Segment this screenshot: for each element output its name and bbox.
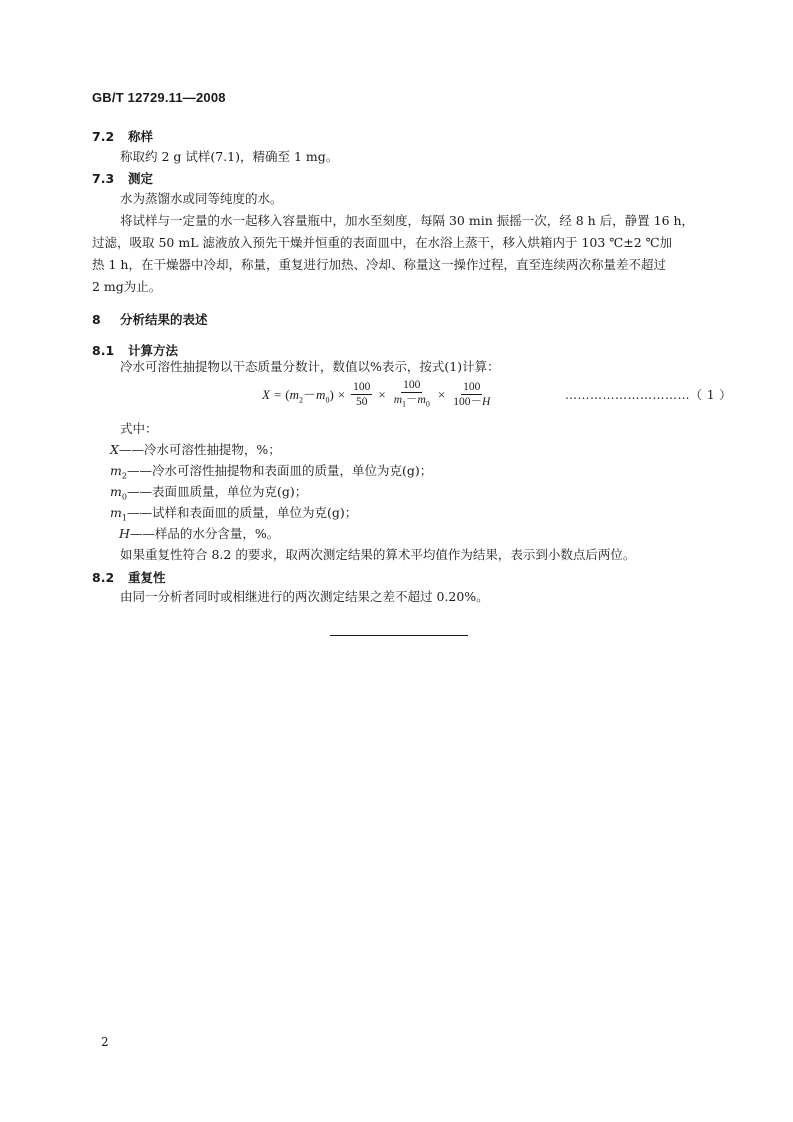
section-7-3-paragraph-2-line-3: 热 1 h，在干燥器中冷却，称量，重复进行加热、冷却、称量这一操作过程，直至连续两次称量差不超过 <box>92 257 666 272</box>
definition-text: ——表面皿质量，单位为克(g)； <box>126 484 308 499</box>
page-number: 2 <box>101 1035 109 1049</box>
section-8-2-heading <box>92 568 166 586</box>
section-title: 称样 <box>128 129 154 144</box>
definition-h <box>119 523 279 545</box>
definition-text: ——冷水可溶性抽提物，%； <box>118 442 281 457</box>
definition-symbol: m <box>110 484 122 499</box>
definition-m0: $m_0——$表面皿质量，单位为克(g)； <box>110 484 308 502</box>
where-label: 式中： <box>120 421 158 436</box>
section-title: 计算方法 <box>128 343 179 358</box>
definition-symbol: H <box>119 526 130 541</box>
section-number: 8.2 <box>92 570 115 585</box>
section-7-3-paragraph-2-line-1: 将试样与一定量的水一起移入容量瓶中，加水至刻度，每隔 30 min 振摇一次，经 8 h 后，静置 16 h， <box>120 213 695 228</box>
section-number: 7.2 <box>92 129 115 144</box>
definition-text: ——冷水可溶性抽提物和表面皿的质量，单位为克(g)； <box>126 463 433 478</box>
section-7-3-paragraph-2-line-2: 过滤，吸取 50 mL 滤液放入预先干燥并恒重的表面皿中，在水浴上蒸干，移入烘箱内于 103 ℃±2 ℃加 <box>92 235 673 250</box>
definition-text: ——试样和表面皿的质量，单位为克(g)； <box>126 505 358 520</box>
formula-lhs: X <box>262 386 270 402</box>
section-8-2-text: 由同一分析者同时或相继进行的两次测定结果之差不超过 0.20%。 <box>120 589 489 604</box>
section-8-1-note: 如果重复性符合 8.2 的要求，取两次测定结果的算术平均值作为结果，表示到小数点后两位。 <box>120 547 636 562</box>
definition-symbol: X <box>110 442 119 457</box>
section-8-heading <box>92 310 208 328</box>
section-number: 8.1 <box>92 343 115 358</box>
section-number: 7.3 <box>92 171 115 186</box>
standard-code: GB/T 12729.11—2008 <box>92 90 226 105</box>
fraction-3: $\frac{100}{100-H}$ <box>453 381 491 409</box>
end-rule <box>330 635 468 636</box>
definition-m2: $m_2——$冷水可溶性抽提物和表面皿的质量，单位为克(g)； <box>110 463 433 481</box>
fraction-2: $\frac{100}{m_1-m_0}$ <box>393 379 430 409</box>
equation-number: …………………………（ 1 ） <box>565 388 732 402</box>
section-title: 测定 <box>128 171 154 186</box>
definition-text: ——样品的水分含量，%。 <box>129 526 280 541</box>
definition-symbol: m <box>110 505 122 520</box>
section-7-2-text: 称取约 2 g 试样(7.1)，精确至 1 mg。 <box>120 149 339 164</box>
definition-symbol: m <box>110 463 122 478</box>
section-7-3-paragraph-2-line-4: 2 mg为止。 <box>92 279 162 294</box>
section-8-1-intro: 冷水可溶性抽提物以干态质量分数计，数值以%表示，按式(1)计算： <box>120 359 500 374</box>
section-number: 8 <box>92 312 101 327</box>
section-title: 分析结果的表述 <box>120 312 208 327</box>
section-7-2-heading <box>92 127 153 145</box>
section-title: 重复性 <box>128 570 166 585</box>
section-7-3-paragraph-1: 水为蒸馏水或同等纯度的水。 <box>120 191 283 206</box>
fraction-1: $\frac{100}{50}$ <box>353 381 371 409</box>
definition-m1: $m_1——$试样和表面皿的质量，单位为克(g)； <box>110 505 358 523</box>
definition-x <box>110 439 281 461</box>
formula-term-1: $(m_2-m_0)$ <box>285 387 334 405</box>
section-7-3-heading <box>92 169 153 187</box>
formula-1: X = $(m_2-m_0)$ × $\frac{100}{50}$ × $\frac{100}{m_1-m_0}$ × $\frac{100}{100-H}$ <box>262 378 494 411</box>
